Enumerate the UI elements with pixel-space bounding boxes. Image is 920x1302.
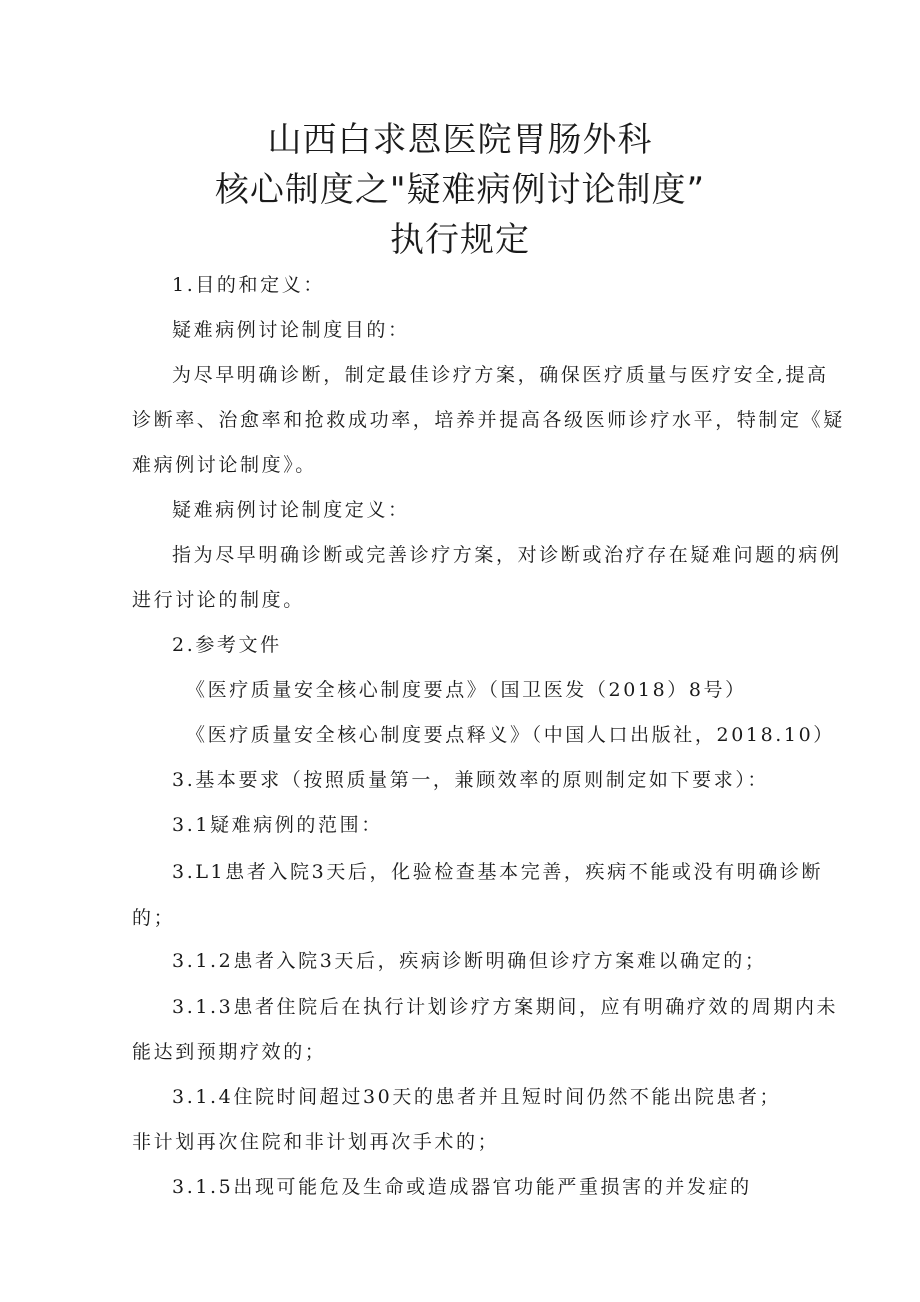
list-item: 3.1.3患者住院后在执行计划诊疗方案期间，应有明确疗效的周期内未 xyxy=(172,996,839,1018)
title-hospital-department: 山西白求恩医院胃肠外科 xyxy=(267,120,653,160)
list-item: 的； xyxy=(132,907,176,929)
purpose-text: 诊断率、治愈率和抢救成功率，培养并提高各级医师诊疗水平，特制定《疑 xyxy=(132,409,845,431)
reference-item: 《医疗质量安全核心制度要点》（国卫医发（2018）8号） xyxy=(186,679,747,701)
title-regulation-name: 核心制度之"疑难病例讨论制度” xyxy=(214,170,706,210)
section-3-heading: 3.基本要求（按照质量第一，兼顾效率的原则制定如下要求）： xyxy=(172,769,770,791)
definition-label: 疑难病例讨论制度定义： xyxy=(172,499,410,521)
list-item: 3.1.5出现可能危及生命或造成器官功能严重损害的并发症的 xyxy=(172,1176,752,1198)
section-2-heading: 2.参考文件 xyxy=(172,634,282,656)
list-item: 3.1.2患者入院3天后，疾病诊断明确但诊疗方案难以确定的； xyxy=(172,950,767,972)
title-execution-rules: 执行规定 xyxy=(390,220,530,260)
purpose-label: 疑难病例讨论制度目的： xyxy=(172,319,410,341)
definition-text: 指为尽早明确诊断或完善诊疗方案，对诊断或治疗存在疑难问题的病例 xyxy=(172,544,842,566)
list-item: 非计划再次住院和非计划再次手术的； xyxy=(132,1131,500,1153)
list-item: 3.1.4住院时间超过30天的患者并且短时间仍然不能出院患者； xyxy=(172,1086,782,1108)
section-3-1-heading: 3.1疑难病例的范围： xyxy=(172,814,383,836)
reference-item: 《医疗质量安全核心制度要点释义》（中国人口出版社，2018.10） xyxy=(186,724,835,746)
list-item: 3.L1患者入院3天后，化验检查基本完善，疾病不能或没有明确诊断 xyxy=(172,861,824,883)
definition-text: 进行讨论的制度。 xyxy=(132,589,305,611)
purpose-text: 为尽早明确诊断，制定最佳诊疗方案，确保医疗质量与医疗安全,提高 xyxy=(172,364,829,386)
section-1-heading: 1.目的和定义： xyxy=(172,274,325,296)
purpose-text: 难病例讨论制度》。 xyxy=(132,454,317,476)
list-item: 能达到预期疗效的； xyxy=(132,1041,327,1063)
